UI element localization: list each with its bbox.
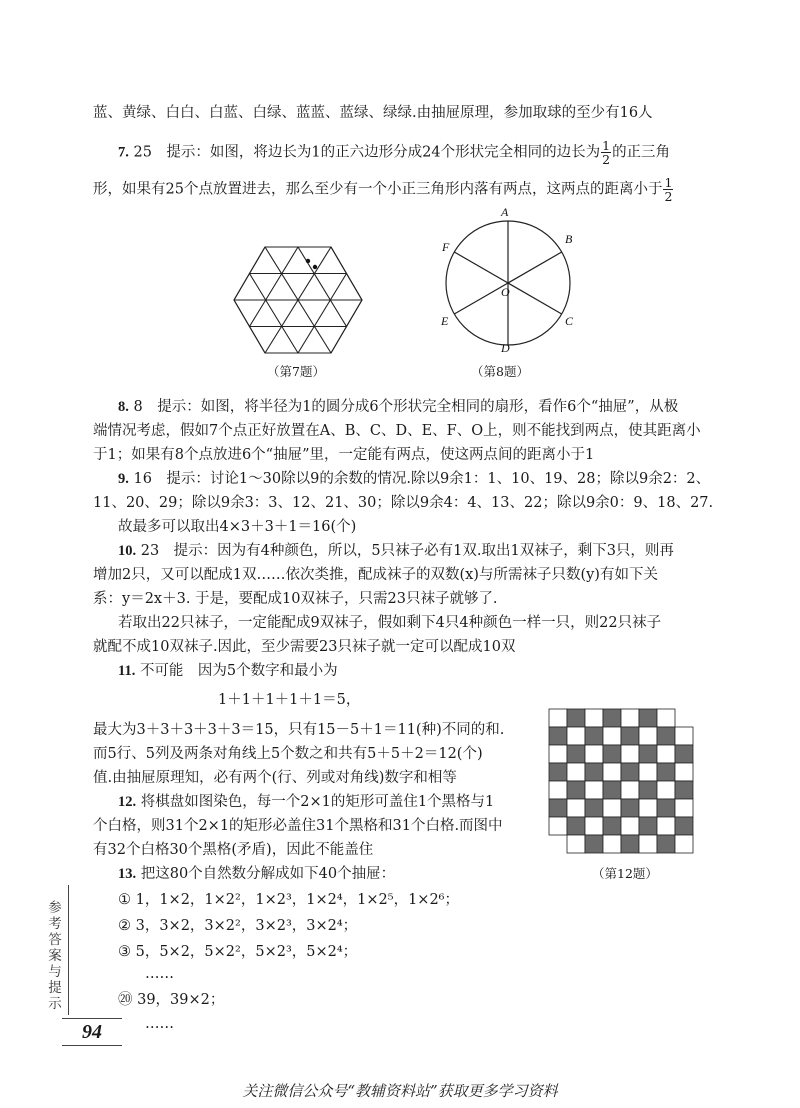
board-cell xyxy=(621,763,639,781)
board-cell xyxy=(567,709,585,727)
text-span: 的正三角 xyxy=(612,144,671,161)
board-cell xyxy=(639,835,657,853)
board-cell xyxy=(639,799,657,817)
equation: 1＋1＋1＋1＋1＝5， xyxy=(218,692,361,708)
text-line: 而5行、5列及两条对角线上5个数之和共有5＋5＋2＝12(个) xyxy=(93,746,483,762)
problem-13-line-1 xyxy=(118,864,395,884)
text-span: 23 提示：因为有4种颜色，所以，5只袜子必有1双.取出1双袜子，剩下3只，则再 xyxy=(140,543,674,559)
text-line: 故最多可以取出4×3＋3＋1＝16(个) xyxy=(118,519,357,535)
board-cell xyxy=(585,817,603,835)
board-cell xyxy=(567,817,585,835)
caption-figure-12: （第12题） xyxy=(592,866,658,881)
text-line: 个白格，则31个2×1的矩形必盖住31个黑格和31个白格.而图中 xyxy=(93,818,503,834)
text-span: 形，如果有25个点放置进去，那么至少有一个小正三角形内落有两点，这两点的距离小于 xyxy=(93,181,663,198)
problem-number: 12. xyxy=(118,794,137,810)
problem-7-line-1 xyxy=(118,139,670,166)
text-span: 不可能 因为5个数字和最小为 xyxy=(139,663,338,679)
board-cell xyxy=(639,781,657,799)
board-cell xyxy=(639,709,657,727)
denominator: 2 xyxy=(602,152,611,167)
text-line: 值.由抽屉原理知，必有两个(行、列或对角线)数字和相等 xyxy=(93,770,457,786)
problem-10-line-1 xyxy=(118,541,674,561)
label-c: C xyxy=(565,314,574,328)
label-b: B xyxy=(565,232,573,246)
problem-number: 9. xyxy=(118,471,129,487)
label-a: A xyxy=(501,205,509,219)
problem-11-line-1 xyxy=(118,661,338,681)
label-f: F xyxy=(442,240,450,254)
problem-number: 10. xyxy=(118,543,137,559)
board-cell xyxy=(585,799,603,817)
board-cell xyxy=(621,709,639,727)
numerator: 1 xyxy=(664,175,673,190)
board-cell xyxy=(603,835,621,853)
drawer-20: ⑳ 39，39×2； xyxy=(118,992,225,1008)
drawer-3: ③ 5，5×2，5×2²，5×2³，5×2⁴； xyxy=(118,944,358,960)
board-cell xyxy=(603,799,621,817)
board-cell xyxy=(639,727,657,745)
board-cell xyxy=(549,709,567,727)
board-cell xyxy=(603,817,621,835)
text-line: 就配不成10双袜子.因此，至少需要23只袜子就一定可以配成10双 xyxy=(93,639,516,655)
board-cell xyxy=(657,799,675,817)
board-cell xyxy=(585,709,603,727)
label-d: D xyxy=(501,341,510,353)
board-cell xyxy=(639,763,657,781)
board-cell xyxy=(657,709,675,727)
figure-7-hexagon xyxy=(232,244,364,356)
text-line: 最大为3＋3＋3＋3＋3＝15，只有15－5＋1＝11(种)不同的和. xyxy=(93,722,505,738)
board-cell xyxy=(549,817,567,835)
problem-number: 8. xyxy=(118,399,129,415)
ellipsis: …… xyxy=(145,1016,174,1032)
problem-number: 7. xyxy=(118,144,129,161)
text-line: 若取出22只袜子，一定能配成9双袜子，假如剩下4只4种颜色一样一只，则22只袜子 xyxy=(118,615,662,631)
drawer-1: ① 1，1×2，1×2²，1×2³，1×2⁴，1×2⁵，1×2⁶； xyxy=(118,892,459,908)
text-span: 8 提示：如图，将半径为1的圆分成6个形状完全相同的扇形，看作6个“抽屉”，从极 xyxy=(133,399,679,415)
board-cell xyxy=(621,835,639,853)
caption-figure-8: （第8题） xyxy=(471,364,529,379)
problem-number: 13. xyxy=(118,866,137,882)
board-cell xyxy=(657,781,675,799)
board-cell xyxy=(621,727,639,745)
board-cell xyxy=(567,763,585,781)
text-span: 25 提示：如图，将边长为1的正六边形分成24个形状完全相同的边长为 xyxy=(133,144,601,161)
problem-number: 11. xyxy=(118,663,136,679)
text-line: 端情况考虑，假如7个点正好放置在A、B、C、D、E、F、O上，则不能找到两点，使其距离小 xyxy=(93,423,701,439)
board-cell xyxy=(603,709,621,727)
fraction-half xyxy=(601,139,611,166)
board-cell xyxy=(585,781,603,799)
text-line: 增加2只，又可以配成1双……依次类推，配成袜子的双数(x)与所需袜子只数(y)有如下关 xyxy=(93,567,658,583)
board-cell xyxy=(603,781,621,799)
board-cell xyxy=(603,727,621,745)
board-cell xyxy=(657,727,675,745)
board-cell xyxy=(567,781,585,799)
board-cell xyxy=(585,727,603,745)
figure-12-checkerboard xyxy=(548,708,694,856)
board-cell xyxy=(567,835,585,853)
board-cell xyxy=(549,781,567,799)
board-cell xyxy=(639,745,657,763)
board-cell xyxy=(603,763,621,781)
board-cell xyxy=(657,763,675,781)
problem-12-line-1 xyxy=(118,792,494,812)
board-cell xyxy=(639,817,657,835)
board-cell xyxy=(549,727,567,745)
figure-8-circle xyxy=(435,203,585,353)
board-cell xyxy=(657,745,675,763)
numerator: 1 xyxy=(602,138,611,153)
denominator: 2 xyxy=(664,189,673,204)
board-cell xyxy=(549,763,567,781)
board-cell xyxy=(549,745,567,763)
text-span: 把这80个自然数分解成如下40个抽屉： xyxy=(140,866,396,882)
board-cell xyxy=(585,835,603,853)
problem-9-line-1 xyxy=(118,469,710,489)
drawer-2: ② 3，3×2，3×2²，3×2³，3×2⁴； xyxy=(118,918,358,934)
board-cell xyxy=(675,781,693,799)
text-span: 将棋盘如图染色，每一个2×1的矩形可盖住1个黑格与1 xyxy=(140,794,495,810)
text-line: 系：y＝2x＋3. 于是，要配成10双袜子，只需23只袜子就够了. xyxy=(93,591,498,607)
board-cell xyxy=(675,817,693,835)
text-line: 蓝、黄绿、白白、白蓝、白绿、蓝蓝、蓝绿、绿绿.由抽屉原理，参加取球的至少有16人 xyxy=(93,105,653,121)
board-cell xyxy=(675,727,693,745)
side-tab-label: 参 考 答 案 与 提 示 xyxy=(48,900,62,1012)
footer-note: 关注微信公众号“教辅资料站”获取更多学习资料 xyxy=(242,1082,558,1100)
board-cell xyxy=(621,817,639,835)
label-o: O xyxy=(501,285,510,299)
board-cell xyxy=(657,835,675,853)
board-cell xyxy=(585,745,603,763)
text-span: 16 提示：讨论1～30除以9的余数的情况.除以9余1：1、10、19、28；除以9余2：2、 xyxy=(133,471,711,487)
board-cell xyxy=(567,745,585,763)
board-cell xyxy=(621,781,639,799)
board-cell xyxy=(567,727,585,745)
text-line: 于1；如果有8个点放进6个“抽屉”里，一定能有两点，使这两点间的距离小于1 xyxy=(93,447,595,463)
board-cell xyxy=(657,817,675,835)
problem-7-line-2 xyxy=(93,176,674,203)
text-line: 有32个白格30个黑格(矛盾)，因此不能盖住 xyxy=(93,842,374,858)
board-cell xyxy=(675,763,693,781)
caption-figure-7: （第7题） xyxy=(267,364,325,379)
board-cell xyxy=(621,799,639,817)
board-cell xyxy=(675,835,693,853)
problem-8-line-1 xyxy=(118,397,678,417)
board-cell xyxy=(675,799,693,817)
fraction-half xyxy=(663,176,673,203)
board-cell xyxy=(585,763,603,781)
page-number: 94 xyxy=(62,1018,122,1046)
board-cell xyxy=(567,799,585,817)
board-cell xyxy=(549,799,567,817)
board-cell xyxy=(621,745,639,763)
ellipsis: …… xyxy=(145,966,174,982)
label-e: E xyxy=(441,314,449,328)
board-cell xyxy=(675,745,693,763)
board-cell xyxy=(603,745,621,763)
text-line: 11、20、29；除以9余3：3、12、21、30；除以9余4：4、13、22；除以9余0：9、18、27. xyxy=(93,495,714,511)
